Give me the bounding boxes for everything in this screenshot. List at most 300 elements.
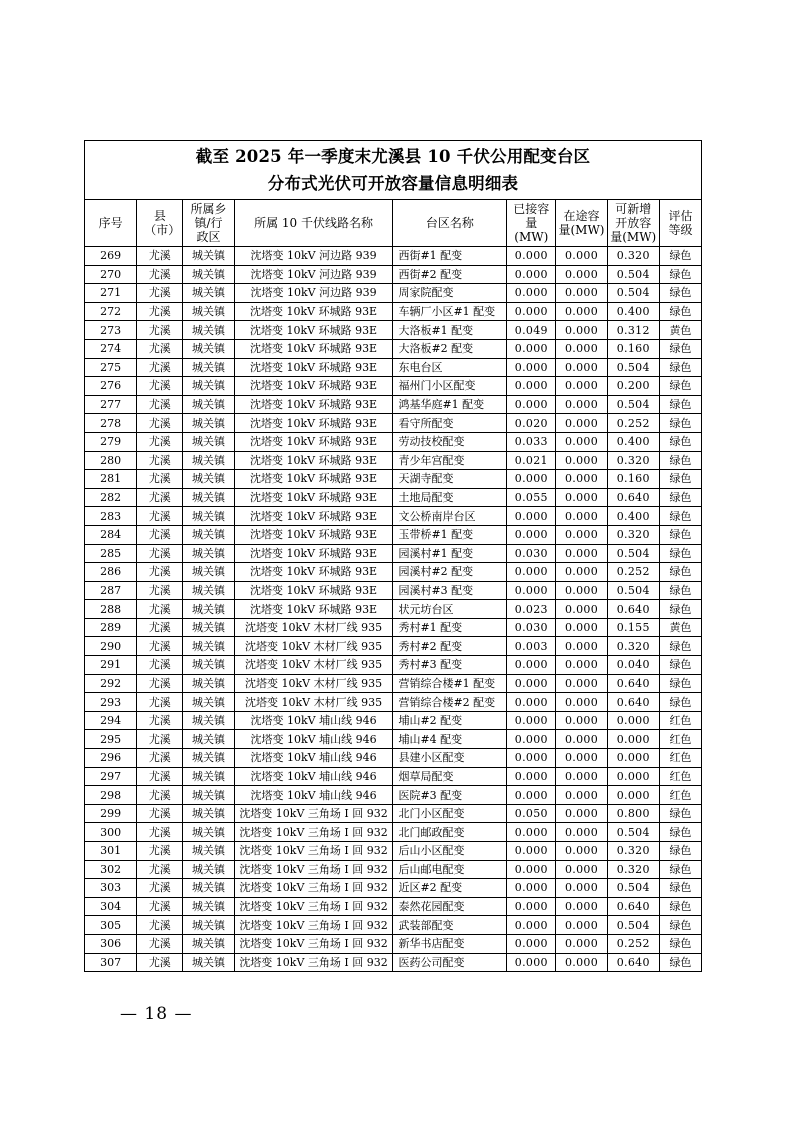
cell-new-open: 0.312: [607, 321, 659, 340]
cell-line: 沈塔变 10kV 三角场 I 回 932: [234, 879, 393, 898]
cell-connected: 0.000: [507, 563, 556, 582]
cell-county: 尤溪: [137, 711, 183, 730]
cell-town: 城关镇: [183, 637, 234, 656]
cell-town: 城关镇: [183, 265, 234, 284]
cell-seq: 298: [85, 786, 137, 805]
cell-area: 北门邮政配变: [393, 823, 507, 842]
cell-line: 沈塔变 10kV 三角场 I 回 932: [234, 823, 393, 842]
header-seq: 序号: [85, 200, 137, 247]
cell-connected: 0.000: [507, 693, 556, 712]
cell-transit: 0.000: [556, 600, 607, 619]
cell-town: 城关镇: [183, 934, 234, 953]
table-row: [85, 544, 702, 563]
cell-line: 沈塔变 10kV 埔山线 946: [234, 730, 393, 749]
cell-transit: 0.000: [556, 377, 607, 396]
cell-area: 烟草局配变: [393, 767, 507, 786]
cell-town: 城关镇: [183, 284, 234, 303]
cell-connected: 0.023: [507, 600, 556, 619]
table-row: [85, 525, 702, 544]
cell-town: 城关镇: [183, 247, 234, 266]
cell-new-open: 0.000: [607, 749, 659, 768]
cell-area: 土地局配变: [393, 488, 507, 507]
table-row: [85, 581, 702, 600]
cell-connected: 0.049: [507, 321, 556, 340]
table-row: [85, 321, 702, 340]
cell-level: 绿色: [659, 414, 701, 433]
cell-line: 沈塔变 10kV 环城路 93E: [234, 563, 393, 582]
cell-connected: 0.055: [507, 488, 556, 507]
cell-seq: 294: [85, 711, 137, 730]
cell-level: 绿色: [659, 488, 701, 507]
cell-level: 红色: [659, 786, 701, 805]
cell-level: 绿色: [659, 581, 701, 600]
cell-town: 城关镇: [183, 767, 234, 786]
title-line-2: 分布式光伏可开放容量信息明细表: [267, 174, 519, 193]
table-row: [85, 730, 702, 749]
cell-new-open: 0.320: [607, 860, 659, 879]
cell-seq: 292: [85, 674, 137, 693]
cell-line: 沈塔变 10kV 环城路 93E: [234, 395, 393, 414]
cell-town: 城关镇: [183, 544, 234, 563]
cell-town: 城关镇: [183, 879, 234, 898]
cell-county: 尤溪: [137, 581, 183, 600]
table-row: [85, 804, 702, 823]
header-line: 所属 10 千伏线路名称: [234, 200, 393, 247]
cell-level: 绿色: [659, 284, 701, 303]
cell-new-open: 0.000: [607, 730, 659, 749]
cell-area: 后山小区配变: [393, 842, 507, 861]
cell-seq: 286: [85, 563, 137, 582]
cell-transit: 0.000: [556, 897, 607, 916]
cell-connected: 0.021: [507, 451, 556, 470]
table-row: [85, 953, 702, 972]
cell-town: 城关镇: [183, 842, 234, 861]
cell-town: 城关镇: [183, 600, 234, 619]
cell-line: 沈塔变 10kV 三角场 I 回 932: [234, 916, 393, 935]
cell-seq: 288: [85, 600, 137, 619]
cell-connected: 0.000: [507, 730, 556, 749]
cell-county: 尤溪: [137, 488, 183, 507]
title-line-1: 截至 2025 年一季度末尤溪县 10 千伏公用配变台区: [195, 147, 591, 166]
cell-level: 绿色: [659, 953, 701, 972]
table-row: [85, 414, 702, 433]
cell-line: 沈塔变 10kV 木材厂线 935: [234, 674, 393, 693]
cell-line: 沈塔变 10kV 埔山线 946: [234, 711, 393, 730]
cell-county: 尤溪: [137, 897, 183, 916]
cell-line: 沈塔变 10kV 河边路 939: [234, 247, 393, 266]
cell-seq: 270: [85, 265, 137, 284]
cell-connected: 0.033: [507, 432, 556, 451]
cell-county: 尤溪: [137, 302, 183, 321]
header-county: 县（市）: [137, 200, 183, 247]
cell-level: 绿色: [659, 637, 701, 656]
cell-area: 青少年宫配变: [393, 451, 507, 470]
cell-seq: 285: [85, 544, 137, 563]
cell-county: 尤溪: [137, 693, 183, 712]
cell-new-open: 0.504: [607, 544, 659, 563]
cell-county: 尤溪: [137, 432, 183, 451]
cell-level: 绿色: [659, 674, 701, 693]
cell-connected: 0.000: [507, 581, 556, 600]
cell-area: 西街#1 配变: [393, 247, 507, 266]
cell-level: 绿色: [659, 432, 701, 451]
cell-seq: 281: [85, 470, 137, 489]
cell-town: 城关镇: [183, 674, 234, 693]
cell-town: 城关镇: [183, 507, 234, 526]
cell-area: 医院#3 配变: [393, 786, 507, 805]
cell-county: 尤溪: [137, 563, 183, 582]
cell-transit: 0.000: [556, 786, 607, 805]
cell-town: 城关镇: [183, 525, 234, 544]
cell-seq: 287: [85, 581, 137, 600]
cell-area: 秀村#1 配变: [393, 618, 507, 637]
cell-level: 绿色: [659, 600, 701, 619]
cell-county: 尤溪: [137, 953, 183, 972]
cell-new-open: 0.252: [607, 563, 659, 582]
cell-transit: 0.000: [556, 339, 607, 358]
table-row: [85, 656, 702, 675]
cell-line: 沈塔变 10kV 埔山线 946: [234, 767, 393, 786]
cell-seq: 274: [85, 339, 137, 358]
cell-town: 城关镇: [183, 804, 234, 823]
cell-county: 尤溪: [137, 284, 183, 303]
table-row: [85, 693, 702, 712]
cell-county: 尤溪: [137, 674, 183, 693]
cell-seq: 300: [85, 823, 137, 842]
cell-new-open: 0.320: [607, 451, 659, 470]
cell-connected: 0.000: [507, 247, 556, 266]
cell-transit: 0.000: [556, 879, 607, 898]
header-level: 评估等级: [659, 200, 701, 247]
cell-seq: 304: [85, 897, 137, 916]
cell-new-open: 0.640: [607, 674, 659, 693]
cell-town: 城关镇: [183, 953, 234, 972]
cell-town: 城关镇: [183, 451, 234, 470]
cell-area: 秀村#2 配变: [393, 637, 507, 656]
cell-level: 红色: [659, 749, 701, 768]
cell-connected: 0.000: [507, 358, 556, 377]
table-row: [85, 786, 702, 805]
cell-area: 泰然花园配变: [393, 897, 507, 916]
cell-area: 西街#2 配变: [393, 265, 507, 284]
table-row: [85, 284, 702, 303]
cell-seq: 299: [85, 804, 137, 823]
cell-level: 绿色: [659, 563, 701, 582]
table-row: [85, 897, 702, 916]
cell-connected: 0.000: [507, 265, 556, 284]
cell-town: 城关镇: [183, 321, 234, 340]
cell-county: 尤溪: [137, 730, 183, 749]
table-row: [85, 470, 702, 489]
cell-transit: 0.000: [556, 544, 607, 563]
cell-connected: 0.000: [507, 860, 556, 879]
cell-transit: 0.000: [556, 247, 607, 266]
cell-transit: 0.000: [556, 804, 607, 823]
cell-connected: 0.000: [507, 525, 556, 544]
cell-county: 尤溪: [137, 247, 183, 266]
cell-area: 埔山#2 配变: [393, 711, 507, 730]
cell-area: 东电台区: [393, 358, 507, 377]
cell-transit: 0.000: [556, 302, 607, 321]
cell-seq: 275: [85, 358, 137, 377]
cell-seq: 272: [85, 302, 137, 321]
cell-area: 园溪村#3 配变: [393, 581, 507, 600]
cell-new-open: 0.504: [607, 879, 659, 898]
cell-line: 沈塔变 10kV 环城路 93E: [234, 525, 393, 544]
cell-transit: 0.000: [556, 284, 607, 303]
cell-line: 沈塔变 10kV 环城路 93E: [234, 339, 393, 358]
cell-seq: 296: [85, 749, 137, 768]
cell-seq: 306: [85, 934, 137, 953]
cell-area: 埔山#4 配变: [393, 730, 507, 749]
cell-seq: 283: [85, 507, 137, 526]
cell-line: 沈塔变 10kV 三角场 I 回 932: [234, 860, 393, 879]
table-body: [85, 247, 702, 972]
cell-new-open: 0.504: [607, 395, 659, 414]
cell-area: 后山邮电配变: [393, 860, 507, 879]
cell-line: 沈塔变 10kV 木材厂线 935: [234, 693, 393, 712]
cell-level: 绿色: [659, 897, 701, 916]
cell-connected: 0.003: [507, 637, 556, 656]
cell-area: 近区#2 配变: [393, 879, 507, 898]
cell-county: 尤溪: [137, 767, 183, 786]
cell-level: 绿色: [659, 916, 701, 935]
cell-area: 秀村#3 配变: [393, 656, 507, 675]
cell-county: 尤溪: [137, 358, 183, 377]
table-row: [85, 916, 702, 935]
cell-line: 沈塔变 10kV 环城路 93E: [234, 507, 393, 526]
cell-line: 沈塔变 10kV 埔山线 946: [234, 749, 393, 768]
cell-county: 尤溪: [137, 377, 183, 396]
cell-seq: 279: [85, 432, 137, 451]
cell-town: 城关镇: [183, 916, 234, 935]
table-row: [85, 618, 702, 637]
cell-new-open: 0.320: [607, 637, 659, 656]
cell-line: 沈塔变 10kV 河边路 939: [234, 284, 393, 303]
cell-level: 红色: [659, 711, 701, 730]
cell-transit: 0.000: [556, 395, 607, 414]
detail-table-sheet: [84, 140, 702, 972]
cell-new-open: 0.640: [607, 600, 659, 619]
cell-new-open: 0.000: [607, 711, 659, 730]
cell-level: 绿色: [659, 265, 701, 284]
cell-transit: 0.000: [556, 488, 607, 507]
cell-connected: 0.000: [507, 786, 556, 805]
cell-town: 城关镇: [183, 581, 234, 600]
cell-line: 沈塔变 10kV 环城路 93E: [234, 358, 393, 377]
cell-town: 城关镇: [183, 470, 234, 489]
table-row: [85, 600, 702, 619]
cell-seq: 277: [85, 395, 137, 414]
cell-transit: 0.000: [556, 767, 607, 786]
cell-area: 大洛板#1 配变: [393, 321, 507, 340]
table-row: [85, 488, 702, 507]
cell-line: 沈塔变 10kV 环城路 93E: [234, 302, 393, 321]
cell-transit: 0.000: [556, 842, 607, 861]
cell-transit: 0.000: [556, 414, 607, 433]
cell-line: 沈塔变 10kV 环城路 93E: [234, 432, 393, 451]
cell-seq: 302: [85, 860, 137, 879]
cell-area: 劳动技校配变: [393, 432, 507, 451]
cell-new-open: 0.320: [607, 247, 659, 266]
cell-county: 尤溪: [137, 321, 183, 340]
cell-seq: 290: [85, 637, 137, 656]
cell-county: 尤溪: [137, 525, 183, 544]
cell-line: 沈塔变 10kV 环城路 93E: [234, 414, 393, 433]
cell-area: 看守所配变: [393, 414, 507, 433]
cell-level: 红色: [659, 767, 701, 786]
cell-town: 城关镇: [183, 730, 234, 749]
cell-area: 营销综合楼#2 配变: [393, 693, 507, 712]
header-new-open: 可新增开放容量(MW): [607, 200, 659, 247]
cell-line: 沈塔变 10kV 埔山线 946: [234, 786, 393, 805]
cell-level: 绿色: [659, 470, 701, 489]
cell-line: 沈塔变 10kV 环城路 93E: [234, 581, 393, 600]
cell-connected: 0.000: [507, 823, 556, 842]
cell-area: 新华书店配变: [393, 934, 507, 953]
cell-county: 尤溪: [137, 804, 183, 823]
cell-county: 尤溪: [137, 749, 183, 768]
cell-connected: 0.000: [507, 842, 556, 861]
cell-level: 红色: [659, 730, 701, 749]
cell-line: 沈塔变 10kV 环城路 93E: [234, 377, 393, 396]
cell-level: 黄色: [659, 321, 701, 340]
cell-transit: 0.000: [556, 693, 607, 712]
cell-transit: 0.000: [556, 674, 607, 693]
cell-county: 尤溪: [137, 395, 183, 414]
table-row: [85, 823, 702, 842]
cell-line: 沈塔变 10kV 三角场 I 回 932: [234, 934, 393, 953]
cell-area: 状元坊台区: [393, 600, 507, 619]
cell-area: 鸿基华庭#1 配变: [393, 395, 507, 414]
table-row: [85, 339, 702, 358]
cell-new-open: 0.504: [607, 265, 659, 284]
cell-seq: 282: [85, 488, 137, 507]
cell-county: 尤溪: [137, 916, 183, 935]
cell-town: 城关镇: [183, 414, 234, 433]
cell-connected: 0.000: [507, 302, 556, 321]
cell-area: 园溪村#1 配变: [393, 544, 507, 563]
cell-transit: 0.000: [556, 730, 607, 749]
header-transit: 在途容量(MW): [556, 200, 607, 247]
cell-seq: 293: [85, 693, 137, 712]
table-row: [85, 711, 702, 730]
cell-line: 沈塔变 10kV 木材厂线 935: [234, 656, 393, 675]
table-row: [85, 749, 702, 768]
cell-line: 沈塔变 10kV 环城路 93E: [234, 451, 393, 470]
cell-seq: 307: [85, 953, 137, 972]
cell-level: 绿色: [659, 842, 701, 861]
cell-transit: 0.000: [556, 749, 607, 768]
cell-county: 尤溪: [137, 507, 183, 526]
cell-level: 绿色: [659, 339, 701, 358]
page-number: — 18 —: [120, 1004, 193, 1024]
cell-town: 城关镇: [183, 897, 234, 916]
table-row: [85, 842, 702, 861]
cell-line: 沈塔变 10kV 环城路 93E: [234, 544, 393, 563]
cell-transit: 0.000: [556, 823, 607, 842]
cell-seq: 271: [85, 284, 137, 303]
table-row: [85, 934, 702, 953]
cell-new-open: 0.504: [607, 358, 659, 377]
table-row: [85, 395, 702, 414]
cell-transit: 0.000: [556, 711, 607, 730]
cell-new-open: 0.640: [607, 693, 659, 712]
cell-new-open: 0.040: [607, 656, 659, 675]
cell-seq: 291: [85, 656, 137, 675]
cell-transit: 0.000: [556, 563, 607, 582]
cell-town: 城关镇: [183, 432, 234, 451]
table-row: [85, 674, 702, 693]
cell-transit: 0.000: [556, 321, 607, 340]
table-row: [85, 432, 702, 451]
cell-level: 绿色: [659, 804, 701, 823]
cell-county: 尤溪: [137, 451, 183, 470]
cell-connected: 0.020: [507, 414, 556, 433]
header-town: 所属乡镇/行政区: [183, 200, 234, 247]
cell-connected: 0.030: [507, 544, 556, 563]
cell-county: 尤溪: [137, 544, 183, 563]
cell-transit: 0.000: [556, 451, 607, 470]
cell-line: 沈塔变 10kV 三角场 I 回 932: [234, 842, 393, 861]
cell-transit: 0.000: [556, 507, 607, 526]
cell-level: 绿色: [659, 693, 701, 712]
cell-connected: 0.000: [507, 339, 556, 358]
cell-level: 绿色: [659, 879, 701, 898]
cell-town: 城关镇: [183, 786, 234, 805]
cell-level: 绿色: [659, 656, 701, 675]
table-row: [85, 879, 702, 898]
cell-town: 城关镇: [183, 749, 234, 768]
cell-seq: 289: [85, 618, 137, 637]
cell-new-open: 0.000: [607, 786, 659, 805]
cell-town: 城关镇: [183, 823, 234, 842]
cell-new-open: 0.400: [607, 507, 659, 526]
cell-transit: 0.000: [556, 934, 607, 953]
cell-line: 沈塔变 10kV 环城路 93E: [234, 600, 393, 619]
cell-area: 天湖寺配变: [393, 470, 507, 489]
cell-new-open: 0.400: [607, 302, 659, 321]
cell-level: 绿色: [659, 395, 701, 414]
cell-town: 城关镇: [183, 339, 234, 358]
cell-line: 沈塔变 10kV 木材厂线 935: [234, 637, 393, 656]
cell-county: 尤溪: [137, 414, 183, 433]
cell-town: 城关镇: [183, 302, 234, 321]
cell-county: 尤溪: [137, 339, 183, 358]
table-row: [85, 358, 702, 377]
cell-county: 尤溪: [137, 860, 183, 879]
cell-level: 绿色: [659, 525, 701, 544]
cell-transit: 0.000: [556, 525, 607, 544]
cell-transit: 0.000: [556, 953, 607, 972]
cell-connected: 0.050: [507, 804, 556, 823]
cell-county: 尤溪: [137, 600, 183, 619]
cell-new-open: 0.504: [607, 581, 659, 600]
cell-new-open: 0.320: [607, 842, 659, 861]
cell-seq: 295: [85, 730, 137, 749]
cell-seq: 276: [85, 377, 137, 396]
cell-new-open: 0.640: [607, 897, 659, 916]
table-row: [85, 451, 702, 470]
cell-seq: 305: [85, 916, 137, 935]
cell-area: 北门小区配变: [393, 804, 507, 823]
cell-connected: 0.000: [507, 284, 556, 303]
cell-town: 城关镇: [183, 860, 234, 879]
cell-transit: 0.000: [556, 432, 607, 451]
cell-new-open: 0.252: [607, 934, 659, 953]
cell-town: 城关镇: [183, 618, 234, 637]
cell-county: 尤溪: [137, 786, 183, 805]
